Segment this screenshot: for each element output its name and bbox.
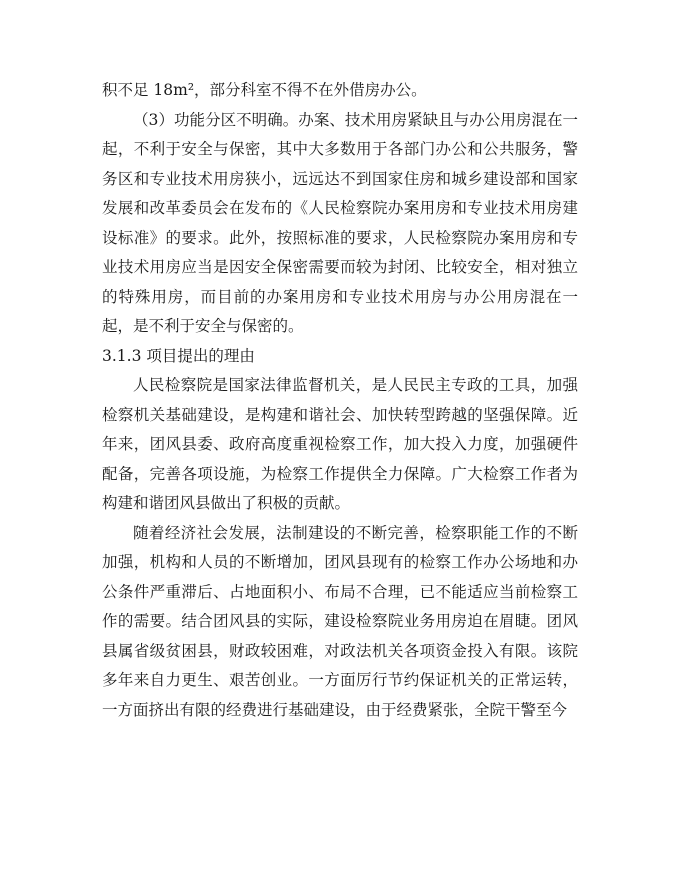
document-body [102, 76, 578, 725]
paragraph-continued: 积不足 18m²，部分科室不得不在外借房办公。 [102, 81, 427, 99]
paragraph-functional-zoning: （3）功能分区不明确。办案、技术用房紧缺且与办公用房混在一起，不利于安全与保密，其中大多数用于各部门办公和公共服务，警务区和专业技术用房狭小，远远达不到国家住房和城乡建设部和国家发展和改革委员会在发布的《人民检察院办案用房和专业技术用房建设标准》的要求。此外，按照标准的要求，人民检察院办案用房和专业技术用房应当是因安全保密需要而较为封闭、比较安全，相对独立的特殊用房，而目前的办案用房和专业技术用房与办公用房混在一起，是不利于安全与保密的。 [102, 110, 578, 335]
paragraph-development-need: 随着经济社会发展，法制建设的不断完善，检察职能工作的不断加强，机构和人员的不断增加，团风县现有的检察工作办公场地和办公条件严重滞后、占地面积小、布局不合理，已不能适应当前检察工作的需要。结合团风县的实际，建设检察院业务用房迫在眉睫。团风县属省级贫困县，财政较困难，对政法机关各项资金投入有限。该院多年来自力更生、艰苦创业。一方面厉行节约保证机关的正常运转，一方面挤出有限的经费进行基础建设，由于经费紧张，全院干警至今 [102, 523, 578, 719]
section-heading-3-1-3: 3.1.3 项目提出的理由 [102, 346, 255, 365]
paragraph-procuratorate-role: 人民检察院是国家法律监督机关，是人民民主专政的工具，加强检察机关基础建设，是构建和谐社会、加快转型跨越的坚强保障。近年来，团风县委、政府高度重视检察工作，加大投入力度，加强硬件配备，完善各项设施，为检察工作提供全力保障。广大检察工作者为构建和谐团风县做出了积极的贡献。 [102, 376, 578, 512]
